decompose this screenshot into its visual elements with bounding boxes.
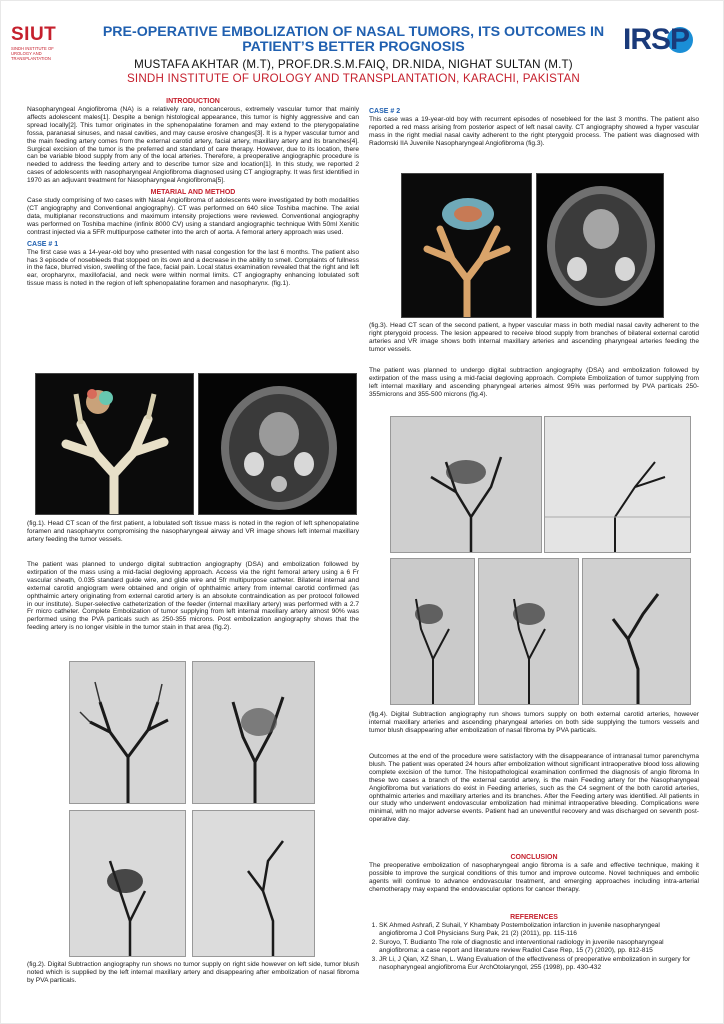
references-list [369,922,699,971]
reference-item: 1. SK Ahmed Ashrafi, Z Suhail, Y Khambaty Postembolization infarction in juvenile nasopharyngeal angiofibroma J Coll Physicians Surg Pak, 21 (2) (2011), pp. 115-116 [379,922,699,938]
conclusion-block [369,853,699,897]
case2-heading: CASE # 2 [369,108,401,115]
siut-logo [11,25,73,61]
fig1-ct-image [198,373,357,515]
fig4-dsa-image-1 [390,416,542,553]
fig4-caption: (fig.4). Digital Subtraction angiography run shows tumors supply on both external carotid arteries, however internal maxillary arteries and ascending pharyngeal arteries on both side supplying the tumors vessels and tumor blush disappearing after embolization of nasal fibroma by PVA particals. [369,711,699,734]
fig4-dsa-image-4 [478,558,579,705]
fig1-vr-image [35,373,194,515]
conclusion-heading: CONCLUSION [510,854,558,861]
fig2-caption: (fig.2). Digital Subtraction angiography run shows no tumor supply on right side however on left side, tumor blush noted which is supplied by the left internal maxillary artery and disappearing after embolization of nasal fibroma by PVA particals. [27,961,359,984]
outcomes-text: Outcomes at the end of the procedure were satisfactory with the disappearance of intranasal tumor parenchyma blush. The patient was operated 24 hours after embolization without significant intraoperative blood loss allowing complete excision of the tumor. The histopathological examination confirmed the diagnosis of angio fibroma In these two cases a branch of the external carotid artery, is the main Feeding artery for the Nasopharyngeal Angiofibroma but variations do exist in Feeding arteries, such as the C4 segment of the both carotid arteries, ophthalmic arteries and maxillary arteries and its branches. After the Feeding artery was identified. All patients in our study who underwent endovascular embolization had minimal intraoperative bleeding. Complications were minimal, with no major adverse events. Patient had an uneventful recovery and was discharged on seventh post-operative day. [369,753,699,824]
siut-logo-text: SIUT [11,24,57,45]
institution: SINDH INSTITUTE OF UROLOGY AND TRANSPLANTATION, KARACHI, PAKISTAN [127,72,580,85]
irsp-logo [623,25,715,67]
methods-text: Case study comprising of two cases with Nasal Angiofibroma of adolescents were investigated by both modalities (CT angiography and Conventional angiography). CT was performed on 640 slice Toshiba machine. The axial data, multiplanar reconstructions and maximum intensity projections were reviewed. Conventional angiography was performed on Toshiba machine (infinix 8000 CV) using a standard angiographic technique With 50ml Xenitic contrast injected via a 5FR multipurpose catheter into the arch of aorta. A femoral artery approach was used. [27,197,359,236]
fig2-dsa-image-2 [192,661,315,804]
fig2-dsa-image-4 [192,810,315,957]
poster-title [81,25,626,55]
reference-item: 3. JR Li, J Qian, XZ Shan, L. Wang Evaluation of the effectiveness of preoperative embolization in surgery for nasopharyngeal angiofibroma Eur ArchOtolaryngol, 255 (1998), pp. 430-432 [379,956,699,972]
fig3-caption: (fig.3). Head CT scan of the second patient, a hyper vascular mass in both medial nasal cavity adherent to the right pterygoid process. The lesion appeared to receive blood supply from branches of bilateral external carotid arteries and VR image shows both internal maxillary arteries and ascending pharyngeal arteries feeding the tumor vessels. [369,322,699,353]
intro-heading: INTRODUCTION [166,98,220,105]
fig2-dsa-image-3 [69,810,186,957]
case2-procedure: The patient was planned to undergo digital subtraction angiography (DSA) and embolization followed by extirpation of the mass using a mid-facial degloving approach. Complete Embolization of tumor supplying from left internal maxillary and ascending pharyngeal arteries almost 95% was performed by PVA particals 250-355microns and 355-500 microns (fig.4). [369,367,699,398]
siut-logo-subtext: SINDH INSTITUTE OF UROLOGY AND TRANSPLANTATION [11,46,54,61]
fig4-dsa-image-5 [582,558,691,705]
authors: MUSTAFA AKHTAR (M.T), PROF.DR.S.M.FAIQ, DR.NIDA, NIGHAT SULTAN (M.T) [134,58,573,71]
case2-block [369,107,699,151]
fig2-dsa-image-1 [69,661,186,804]
methods-heading: METARIAL AND METHOD [150,189,236,197]
fig3-ct-image [536,173,664,318]
fig4-dsa-image-2 [544,416,691,553]
left-column-top [27,97,359,291]
fig1-caption: (fig.1). Head CT scan of the first patient, a lobulated soft tissue mass is noted in the region of left sphenopalatine foramen and nasopharynx compromising the nasopharyngeal airway and VR image shows left internal maxillary artery feeding the tumor vessels. [27,520,359,543]
intro-text: Nasopharyngeal Angiofibroma (NA) is a relatively rare, noncancerous, extremely vascular tumor that mainly affects adolescent males[1]. Despite a benign histological appearance, this tumor is highly aggressive and can spread locally[2]. This tumor originates in the sphenopalatine foramen and may extend to the pterygopalatine fossa, paranasal sinuses, and nasal cavities, and may cause erosive changes[3]. It is a hyper vascular tumor and the main feeding artery comes from the external carotid artery, facial artery, maxillary artery and its branches[4]. Surgical excision of the tumor is the preferred and standard of care therapy. However, due to its location, there can be variable blood supply from any of the local arteries. Therefore, a preoperative angiographic procedure is needed to address the feeding artery and to describe tumor size and location[1]. In this study, we reported 2 cases of adolescents with nasopharyngeal Angiofibroma diagnosed using CT angiography. It was first identified in 1970 as an adjuvant treatment for Nasopharyngeal Angiofibroma[5]. [27,106,359,185]
fig4-dsa-image-3 [390,558,475,705]
case2-text: This case was a 19-year-old boy with recurrent episodes of nosebleed for the last 3 months. The patient also reported a red mass arising from posterior aspect of left nasal cavity. CT angiography showed a hyper vascular mass in the right medial nasal cavity adherent to the right pterygoid process. The patient was diagnosed with Radomski IIA Juvenile Nasopharyngeal Angiofibroma (fig.3). [369,116,699,147]
fig3-vr-image [401,173,532,318]
case1-heading: CASE # 1 [27,240,59,248]
case1-procedure: The patient was planned to undergo digital subtraction angiography (DSA) and embolization followed by extirpation of the mass using a mid-facial degloving approach. Access via the right femoral artery using a 6 Fr vascular sheath, 0.035 standard guide wire, and glide wire and 5fr multipurpose catheter. Bilateral internal and external carotid angiogram were obtained and origin of ophthalmic artery from internal carotid confirmed (as ophthalmic artery originating from external carotid artery is an absolute contraindication as per protocol followed in our institute). Super-selective catheterization of the feeder (internal maxillary artery) was performed with a 2.7 Fr micro catheter. Complete Embolization of tumor supplying from left internal maxillary artery almost 90% was performed using the PVA particals such as 250-355 microns. Post embolization angiography shows that the feeding artery is no longer visible in the tumor stain in that area (fig.2). [27,561,359,632]
title-line-1: PRE-OPERATIVE EMBOLIZATION OF NASAL TUMORS, ITS OUTCOMES IN [102,24,605,40]
irsp-logo-text: IRSP [623,23,690,56]
references-heading: REFERENCES [510,914,558,921]
references-block [369,913,699,972]
case1-text: The first case was a 14-year-old boy who presented with nasal congestion for the last 6 months. The patient also has 3 episode of nosebleeds that stopped on its own and a decrease in the ability to smell. Complaints of fullness in the face, blurred vision, swelling of the face, facial pain. Local status examination revealed that the right and left ear, oropharynx, maxillofacial, and neck were within normal limits. CT angiography enhancing lobulated soft tissue mass is noted in the region of left sphenopalatine foramen and nasopharynx. (fig.1). [27,248,359,288]
conclusion-text: The preoperative embolization of nasopharyngeal angio fibroma is a safe and effective technique, making it possible to improve the surgical conditions of this tumor and improve outcome. Novel techniques and embolic agents will continue to advance endovascular treatment, and emerging approaches including intra-arterial chemotherapy may expand the endovascular options for cancer therapy. [369,862,699,893]
reference-item: 2. Suroyo, T. Budianto The role of diagnostic and interventional radiology in juvenile nasopharyngeal angiofibroma: a case report and literature review Radiol Case Rep, 15 (7) (2020), pp. 812-815 [379,939,699,955]
title-line-2: PATIENT’S BETTER PROGNOSIS [242,39,465,55]
